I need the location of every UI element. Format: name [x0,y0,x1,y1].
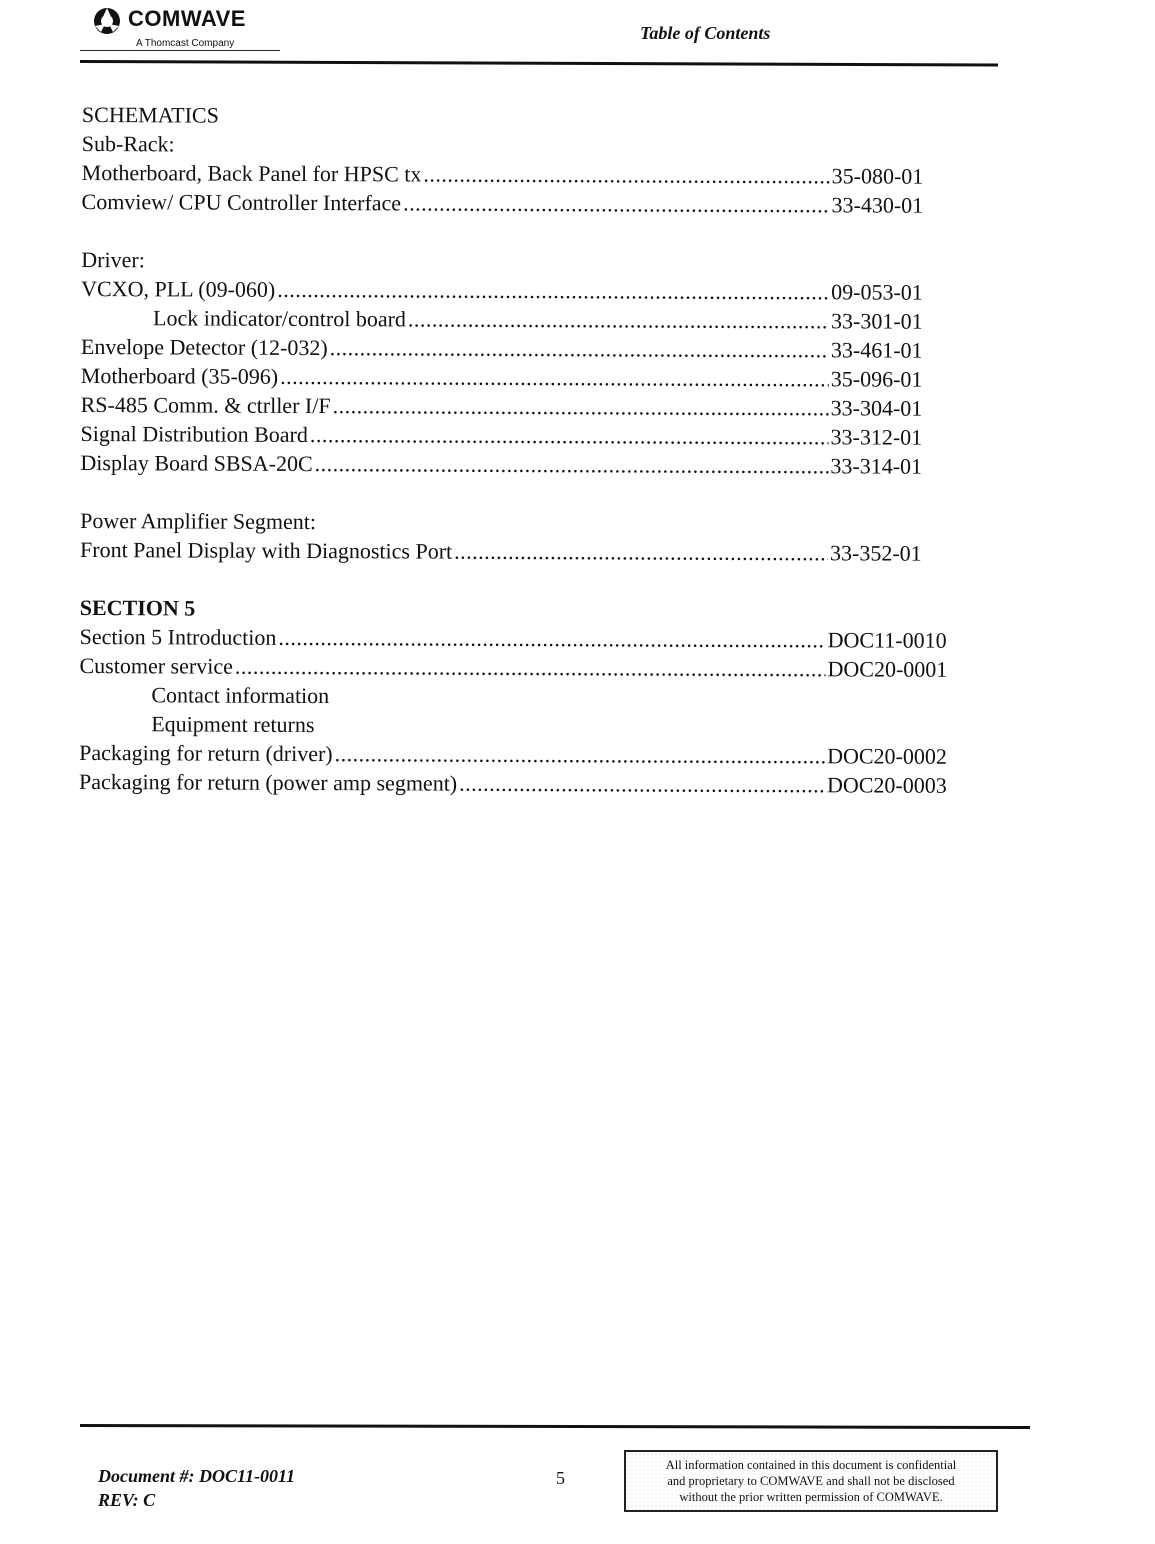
toc-entry-label: Motherboard, Back Panel for HPSC tx [81,159,422,187]
toc-entry-label: Packaging for return (driver) [79,739,333,767]
toc-entry [81,303,939,336]
company-tagline: A Thomcast Company [136,38,235,49]
toc-entry-number: DOC20-0001 [827,656,948,682]
document-info [98,1464,295,1512]
toc-entry-number: DOC11-0010 [827,627,947,653]
toc-entry-number: 33-352-01 [829,540,922,566]
toc-entry [81,274,939,307]
dot-leader [459,769,825,800]
toc-entry-number: DOC20-0002 [827,743,947,769]
footer-rule [80,1424,1030,1429]
toc-entry [79,738,967,771]
notice-line: without the prior written permission of COMWAVE. [626,1489,996,1505]
toc-entry-number: 33-312-01 [830,424,923,450]
dot-leader [330,333,829,364]
toc-entry-number: 33-304-01 [830,395,923,421]
toc-entry-number: 33-430-01 [831,192,924,218]
toc-entry [79,767,967,800]
toc-entry [79,651,967,684]
notice-line: and proprietary to COMWAVE and shall not be disclosed [626,1473,996,1489]
toc-entry-number: 35-096-01 [830,366,923,392]
toc-content [79,100,982,800]
dot-leader [403,188,830,219]
toc-entry-label: Motherboard (35-096) [80,362,279,389]
dot-leader [423,159,829,190]
toc-entry [80,622,968,655]
toc-entry-label: Lock indicator/control board [152,305,407,332]
toc-entry-number: DOC20-0003 [826,772,947,798]
toc-entry-label: Comview/ CPU Controller Interface [81,188,402,216]
toc-entry-label: Customer service [79,652,233,679]
page-title: Table of Contents [640,23,771,43]
toc-entry-number: 09-053-01 [831,279,923,305]
toc-entry [80,448,938,481]
notice-line: All information contained in this document is confidential [626,1457,996,1473]
toc-entry-label: Front Panel Display with Diagnostics Port [79,536,453,564]
toc-entry-label: Envelope Detector (12-032) [80,333,328,361]
company-logo [92,4,272,50]
toc-entry [82,158,940,191]
dot-leader [278,623,825,654]
toc-entry [80,535,938,568]
header-rule [80,60,998,67]
toc-entry-number: 33-301-01 [830,308,923,334]
schematics-heading: SCHEMATICS [81,101,219,128]
confidentiality-notice [624,1450,998,1512]
dot-leader [277,275,829,306]
toc-entry-label: RS-485 Comm. & ctrller I/F [80,391,331,419]
toc-entry-label: Signal Distribution Board [80,420,308,447]
page-number: 5 [556,1468,565,1488]
toc-entry-number: 35-080-01 [831,163,924,189]
dot-leader [280,362,829,393]
driver-heading: Driver: [81,246,145,273]
revision: REV: C [98,1490,156,1510]
toc-entry-number: 33-314-01 [830,453,923,479]
dot-leader [454,537,828,568]
toc-subitem: Equipment returns [151,711,315,738]
comwave-logo-icon [92,6,122,36]
document-number: Document #: DOC11-0011 [98,1466,296,1486]
toc-entry [81,332,939,365]
toc-entry-label: Section 5 Introduction [79,623,277,650]
dot-leader [310,420,829,451]
power-amp-heading: Power Amplifier Segment: [80,507,317,535]
toc-entry-label: VCXO, PLL (09-060) [81,275,276,302]
dot-leader [408,304,829,335]
dot-leader [333,391,829,422]
header-thin-rule [80,50,280,51]
company-name: COMWAVE [128,6,246,31]
dot-leader [315,449,829,480]
toc-entry [81,187,939,220]
dot-leader [235,652,826,684]
toc-entry-label: Display Board SBSA-20C [80,449,313,477]
toc-entry-number: 33-461-01 [830,337,923,363]
toc-entry [81,390,939,423]
dot-leader [335,739,826,770]
subrack-heading: Sub-Rack: [81,130,175,157]
toc-entry [81,361,939,394]
section5-heading: SECTION 5 [79,594,196,621]
toc-entry-label: Packaging for return (power amp segment) [78,768,458,796]
toc-entry [80,419,938,452]
toc-subitem: Contact information [151,682,330,709]
